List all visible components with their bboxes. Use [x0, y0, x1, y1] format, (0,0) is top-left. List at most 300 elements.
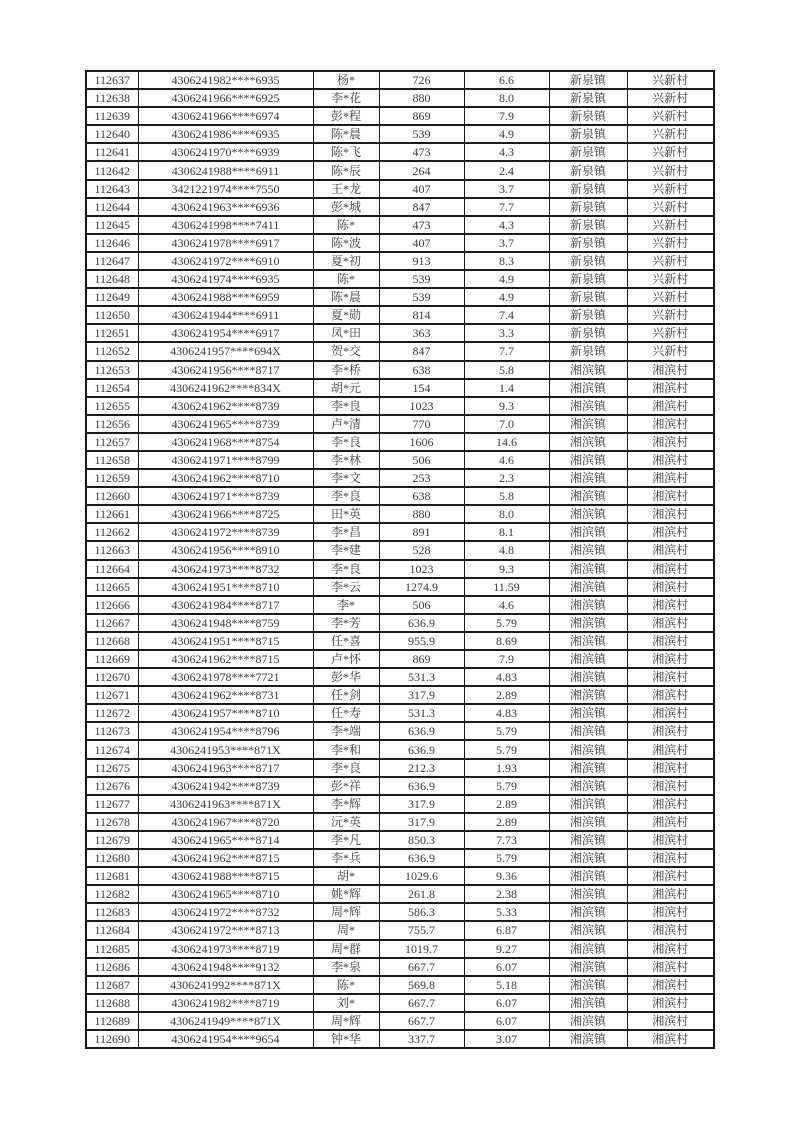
serial-number-cell: 112674 [86, 740, 138, 758]
amount-cell: 506 [379, 451, 464, 469]
village-cell: 兴新村 [627, 342, 714, 360]
area-cell: 4.9 [464, 288, 549, 306]
village-cell: 兴新村 [627, 71, 714, 89]
village-cell: 湘滨村 [627, 849, 714, 867]
village-cell: 湘滨村 [627, 505, 714, 523]
area-cell: 6.07 [464, 1012, 549, 1030]
table-row [86, 940, 714, 958]
id-number-cell: 4306241972****8713 [138, 921, 313, 939]
table-row [86, 198, 714, 216]
town-cell: 湘滨镇 [549, 451, 627, 469]
serial-number-cell: 112666 [86, 596, 138, 614]
id-number-cell: 4306241944****6911 [138, 306, 313, 324]
village-cell: 湘滨村 [627, 379, 714, 397]
amount-cell: 880 [379, 505, 464, 523]
area-cell: 7.7 [464, 342, 549, 360]
id-number-cell: 4306241953****871X [138, 740, 313, 758]
village-cell: 湘滨村 [627, 361, 714, 379]
id-number-cell: 4306241972****8739 [138, 523, 313, 541]
name-cell: 沅*英 [313, 813, 379, 831]
table-row [86, 361, 714, 379]
amount-cell: 636.9 [379, 614, 464, 632]
town-cell: 新泉镇 [549, 125, 627, 143]
serial-number-cell: 112655 [86, 397, 138, 415]
name-cell: 任*寿 [313, 704, 379, 722]
table-row [86, 921, 714, 939]
id-number-cell: 4306241978****7721 [138, 668, 313, 686]
town-cell: 湘滨镇 [549, 795, 627, 813]
id-number-cell: 4306241970****6939 [138, 143, 313, 161]
table-row [86, 505, 714, 523]
town-cell: 湘滨镇 [549, 813, 627, 831]
area-cell: 7.9 [464, 650, 549, 668]
village-cell: 湘滨村 [627, 903, 714, 921]
amount-cell: 891 [379, 523, 464, 541]
amount-cell: 586.3 [379, 903, 464, 921]
table-row [86, 143, 714, 161]
id-number-cell: 4306241957****694X [138, 342, 313, 360]
amount-cell: 667.7 [379, 1012, 464, 1030]
serial-number-cell: 112672 [86, 704, 138, 722]
area-cell: 1.93 [464, 759, 549, 777]
town-cell: 新泉镇 [549, 198, 627, 216]
village-cell: 湘滨村 [627, 578, 714, 596]
table-row [86, 632, 714, 650]
area-cell: 4.9 [464, 270, 549, 288]
town-cell: 湘滨镇 [549, 940, 627, 958]
amount-cell: 337.7 [379, 1030, 464, 1048]
area-cell: 2.89 [464, 813, 549, 831]
area-cell: 14.6 [464, 433, 549, 451]
name-cell: 李*建 [313, 541, 379, 559]
serial-number-cell: 112685 [86, 940, 138, 958]
town-cell: 湘滨镇 [549, 397, 627, 415]
area-cell: 8.0 [464, 89, 549, 107]
town-cell: 湘滨镇 [549, 632, 627, 650]
village-cell: 湘滨村 [627, 451, 714, 469]
village-cell: 湘滨村 [627, 541, 714, 559]
serial-number-cell: 112659 [86, 469, 138, 487]
town-cell: 新泉镇 [549, 288, 627, 306]
town-cell: 湘滨镇 [549, 379, 627, 397]
id-number-cell: 4306241966****6925 [138, 89, 313, 107]
serial-number-cell: 112641 [86, 143, 138, 161]
id-number-cell: 4306241954****6917 [138, 324, 313, 342]
area-cell: 2.89 [464, 795, 549, 813]
village-cell: 湘滨村 [627, 740, 714, 758]
id-number-cell: 4306241951****8715 [138, 632, 313, 650]
name-cell: 夏*勋 [313, 306, 379, 324]
village-cell: 湘滨村 [627, 668, 714, 686]
table-row [86, 759, 714, 777]
serial-number-cell: 112677 [86, 795, 138, 813]
area-cell: 4.83 [464, 704, 549, 722]
serial-number-cell: 112667 [86, 614, 138, 632]
area-cell: 11.59 [464, 578, 549, 596]
name-cell: 陈* [313, 216, 379, 234]
table-row [86, 903, 714, 921]
serial-number-cell: 112671 [86, 686, 138, 704]
table-row [86, 885, 714, 903]
table-row [86, 795, 714, 813]
table-row [86, 596, 714, 614]
id-number-cell: 4306241982****6935 [138, 71, 313, 89]
town-cell: 新泉镇 [549, 180, 627, 198]
id-number-cell: 4306241973****8732 [138, 560, 313, 578]
amount-cell: 955.9 [379, 632, 464, 650]
serial-number-cell: 112642 [86, 161, 138, 179]
town-cell: 新泉镇 [549, 324, 627, 342]
town-cell: 湘滨镇 [549, 704, 627, 722]
table-row [86, 722, 714, 740]
id-number-cell: 4306241973****8719 [138, 940, 313, 958]
serial-number-cell: 112662 [86, 523, 138, 541]
town-cell: 新泉镇 [549, 252, 627, 270]
amount-cell: 1019.7 [379, 940, 464, 958]
id-number-cell: 4306241957****8710 [138, 704, 313, 722]
town-cell: 新泉镇 [549, 234, 627, 252]
serial-number-cell: 112688 [86, 994, 138, 1012]
village-cell: 兴新村 [627, 180, 714, 198]
area-cell: 9.27 [464, 940, 549, 958]
name-cell: 李*花 [313, 89, 379, 107]
id-number-cell: 4306241951****8710 [138, 578, 313, 596]
serial-number-cell: 112656 [86, 415, 138, 433]
village-cell: 兴新村 [627, 89, 714, 107]
town-cell: 新泉镇 [549, 270, 627, 288]
id-number-cell: 4306241956****8717 [138, 361, 313, 379]
name-cell: 刘* [313, 994, 379, 1012]
area-cell: 7.0 [464, 415, 549, 433]
amount-cell: 1274.9 [379, 578, 464, 596]
area-cell: 7.73 [464, 831, 549, 849]
area-cell: 8.69 [464, 632, 549, 650]
id-number-cell: 4306241962****8715 [138, 650, 313, 668]
amount-cell: 667.7 [379, 994, 464, 1012]
table-row [86, 541, 714, 559]
records-table-body [86, 71, 714, 1048]
village-cell: 湘滨村 [627, 415, 714, 433]
town-cell: 新泉镇 [549, 306, 627, 324]
name-cell: 杨* [313, 71, 379, 89]
table-row [86, 813, 714, 831]
amount-cell: 506 [379, 596, 464, 614]
serial-number-cell: 112687 [86, 976, 138, 994]
name-cell: 李*桥 [313, 361, 379, 379]
amount-cell: 407 [379, 234, 464, 252]
amount-cell: 726 [379, 71, 464, 89]
amount-cell: 847 [379, 342, 464, 360]
area-cell: 4.8 [464, 541, 549, 559]
village-cell: 湘滨村 [627, 777, 714, 795]
amount-cell: 636.9 [379, 777, 464, 795]
id-number-cell: 4306241965****8739 [138, 415, 313, 433]
table-row [86, 976, 714, 994]
amount-cell: 913 [379, 252, 464, 270]
id-number-cell: 4306241962****834X [138, 379, 313, 397]
id-number-cell: 4306241972****8732 [138, 903, 313, 921]
town-cell: 新泉镇 [549, 89, 627, 107]
area-cell: 6.07 [464, 958, 549, 976]
id-number-cell: 4306241998****7411 [138, 216, 313, 234]
table-row [86, 234, 714, 252]
serial-number-cell: 112669 [86, 650, 138, 668]
table-row [86, 324, 714, 342]
serial-number-cell: 112646 [86, 234, 138, 252]
town-cell: 湘滨镇 [549, 759, 627, 777]
village-cell: 湘滨村 [627, 650, 714, 668]
area-cell: 2.89 [464, 686, 549, 704]
area-cell: 5.8 [464, 487, 549, 505]
town-cell: 湘滨镇 [549, 1012, 627, 1030]
serial-number-cell: 112638 [86, 89, 138, 107]
town-cell: 新泉镇 [549, 342, 627, 360]
area-cell: 1.4 [464, 379, 549, 397]
town-cell: 新泉镇 [549, 107, 627, 125]
village-cell: 兴新村 [627, 270, 714, 288]
name-cell: 任*喜 [313, 632, 379, 650]
name-cell: 卢*怀 [313, 650, 379, 668]
town-cell: 湘滨镇 [549, 686, 627, 704]
name-cell: 王*龙 [313, 180, 379, 198]
serial-number-cell: 112681 [86, 867, 138, 885]
area-cell: 9.3 [464, 397, 549, 415]
area-cell: 3.7 [464, 180, 549, 198]
town-cell: 新泉镇 [549, 161, 627, 179]
serial-number-cell: 112680 [86, 849, 138, 867]
name-cell: 李*昌 [313, 523, 379, 541]
village-cell: 湘滨村 [627, 885, 714, 903]
serial-number-cell: 112676 [86, 777, 138, 795]
id-number-cell: 4306241971****8799 [138, 451, 313, 469]
table-row [86, 560, 714, 578]
id-number-cell: 4306241942****8739 [138, 777, 313, 795]
name-cell: 李*良 [313, 759, 379, 777]
id-number-cell: 4306241986****6935 [138, 125, 313, 143]
table-row [86, 958, 714, 976]
village-cell: 湘滨村 [627, 976, 714, 994]
name-cell: 李*芳 [313, 614, 379, 632]
town-cell: 湘滨镇 [549, 523, 627, 541]
town-cell: 湘滨镇 [549, 903, 627, 921]
town-cell: 湘滨镇 [549, 994, 627, 1012]
town-cell: 湘滨镇 [549, 976, 627, 994]
table-row [86, 270, 714, 288]
serial-number-cell: 112643 [86, 180, 138, 198]
amount-cell: 847 [379, 198, 464, 216]
table-row [86, 469, 714, 487]
name-cell: 任*剑 [313, 686, 379, 704]
name-cell: 姚*辉 [313, 885, 379, 903]
serial-number-cell: 112640 [86, 125, 138, 143]
table-row [86, 487, 714, 505]
village-cell: 湘滨村 [627, 1012, 714, 1030]
village-cell: 湘滨村 [627, 433, 714, 451]
serial-number-cell: 112639 [86, 107, 138, 125]
amount-cell: 638 [379, 487, 464, 505]
amount-cell: 636.9 [379, 740, 464, 758]
name-cell: 卢*清 [313, 415, 379, 433]
village-cell: 兴新村 [627, 324, 714, 342]
amount-cell: 869 [379, 650, 464, 668]
serial-number-cell: 112664 [86, 560, 138, 578]
table-row [86, 252, 714, 270]
amount-cell: 317.9 [379, 795, 464, 813]
town-cell: 湘滨镇 [549, 560, 627, 578]
serial-number-cell: 112645 [86, 216, 138, 234]
serial-number-cell: 112651 [86, 324, 138, 342]
village-cell: 湘滨村 [627, 704, 714, 722]
serial-number-cell: 112658 [86, 451, 138, 469]
town-cell: 湘滨镇 [549, 722, 627, 740]
village-cell: 湘滨村 [627, 596, 714, 614]
town-cell: 湘滨镇 [549, 867, 627, 885]
id-number-cell: 4306241966****8725 [138, 505, 313, 523]
name-cell: 钟*华 [313, 1030, 379, 1048]
village-cell: 兴新村 [627, 252, 714, 270]
table-row [86, 180, 714, 198]
table-row [86, 216, 714, 234]
name-cell: 李*泉 [313, 958, 379, 976]
amount-cell: 154 [379, 379, 464, 397]
area-cell: 4.9 [464, 125, 549, 143]
area-cell: 2.38 [464, 885, 549, 903]
serial-number-cell: 112648 [86, 270, 138, 288]
name-cell: 李*良 [313, 433, 379, 451]
name-cell: 李*林 [313, 451, 379, 469]
name-cell: 李*辉 [313, 795, 379, 813]
name-cell: 陈*晨 [313, 288, 379, 306]
village-cell: 湘滨村 [627, 560, 714, 578]
area-cell: 9.36 [464, 867, 549, 885]
table-row [86, 704, 714, 722]
serial-number-cell: 112670 [86, 668, 138, 686]
amount-cell: 636.9 [379, 722, 464, 740]
town-cell: 新泉镇 [549, 71, 627, 89]
town-cell: 湘滨镇 [549, 668, 627, 686]
id-number-cell: 4306241954****8796 [138, 722, 313, 740]
area-cell: 8.3 [464, 252, 549, 270]
name-cell: 陈*飞 [313, 143, 379, 161]
table-row [86, 451, 714, 469]
id-number-cell: 4306241965****8714 [138, 831, 313, 849]
town-cell: 湘滨镇 [549, 831, 627, 849]
amount-cell: 317.9 [379, 813, 464, 831]
town-cell: 湘滨镇 [549, 415, 627, 433]
serial-number-cell: 112663 [86, 541, 138, 559]
town-cell: 湘滨镇 [549, 578, 627, 596]
table-row [86, 161, 714, 179]
serial-number-cell: 112644 [86, 198, 138, 216]
id-number-cell: 4306241956****8910 [138, 541, 313, 559]
name-cell: 胡* [313, 867, 379, 885]
table-row [86, 89, 714, 107]
area-cell: 4.3 [464, 143, 549, 161]
amount-cell: 473 [379, 143, 464, 161]
id-number-cell: 4306241978****6917 [138, 234, 313, 252]
amount-cell: 531.3 [379, 704, 464, 722]
amount-cell: 569.8 [379, 976, 464, 994]
serial-number-cell: 112653 [86, 361, 138, 379]
town-cell: 湘滨镇 [549, 505, 627, 523]
town-cell: 湘滨镇 [549, 958, 627, 976]
town-cell: 湘滨镇 [549, 487, 627, 505]
amount-cell: 1606 [379, 433, 464, 451]
name-cell: 李*云 [313, 578, 379, 596]
town-cell: 湘滨镇 [549, 469, 627, 487]
id-number-cell: 4306241982****8719 [138, 994, 313, 1012]
table-row [86, 288, 714, 306]
table-row [86, 1030, 714, 1048]
amount-cell: 667.7 [379, 958, 464, 976]
table-row [86, 578, 714, 596]
name-cell: 陈* [313, 976, 379, 994]
table-row [86, 342, 714, 360]
village-cell: 湘滨村 [627, 813, 714, 831]
serial-number-cell: 112661 [86, 505, 138, 523]
id-number-cell: 4306241962****8731 [138, 686, 313, 704]
table-row [86, 433, 714, 451]
name-cell: 陈*辰 [313, 161, 379, 179]
amount-cell: 1023 [379, 397, 464, 415]
area-cell: 4.6 [464, 596, 549, 614]
serial-number-cell: 112668 [86, 632, 138, 650]
id-number-cell: 4306241949****871X [138, 1012, 313, 1030]
id-number-cell: 4306241965****8710 [138, 885, 313, 903]
id-number-cell: 4306241988****6959 [138, 288, 313, 306]
town-cell: 湘滨镇 [549, 596, 627, 614]
name-cell: 李*良 [313, 560, 379, 578]
table-row [86, 71, 714, 89]
area-cell: 5.79 [464, 614, 549, 632]
serial-number-cell: 112649 [86, 288, 138, 306]
village-cell: 兴新村 [627, 161, 714, 179]
area-cell: 4.83 [464, 668, 549, 686]
village-cell: 湘滨村 [627, 487, 714, 505]
serial-number-cell: 112675 [86, 759, 138, 777]
area-cell: 9.3 [464, 560, 549, 578]
village-cell: 湘滨村 [627, 867, 714, 885]
village-cell: 兴新村 [627, 198, 714, 216]
name-cell: 陈*晨 [313, 125, 379, 143]
id-number-cell: 4306241962****8739 [138, 397, 313, 415]
id-number-cell: 4306241963****8717 [138, 759, 313, 777]
village-cell: 湘滨村 [627, 759, 714, 777]
id-number-cell: 4306241988****6911 [138, 161, 313, 179]
amount-cell: 253 [379, 469, 464, 487]
serial-number-cell: 112679 [86, 831, 138, 849]
area-cell: 3.07 [464, 1030, 549, 1048]
table-row [86, 415, 714, 433]
area-cell: 2.4 [464, 161, 549, 179]
table-row [86, 831, 714, 849]
id-number-cell: 4306241968****8754 [138, 433, 313, 451]
id-number-cell: 4306241962****8715 [138, 849, 313, 867]
village-cell: 湘滨村 [627, 958, 714, 976]
name-cell: 田*英 [313, 505, 379, 523]
area-cell: 3.7 [464, 234, 549, 252]
table-row [86, 867, 714, 885]
name-cell: 彭*华 [313, 668, 379, 686]
village-cell: 湘滨村 [627, 686, 714, 704]
id-number-cell: 4306241948****9132 [138, 958, 313, 976]
name-cell: 李*端 [313, 722, 379, 740]
name-cell: 陈* [313, 270, 379, 288]
town-cell: 湘滨镇 [549, 1030, 627, 1048]
serial-number-cell: 112690 [86, 1030, 138, 1048]
amount-cell: 814 [379, 306, 464, 324]
town-cell: 湘滨镇 [549, 361, 627, 379]
